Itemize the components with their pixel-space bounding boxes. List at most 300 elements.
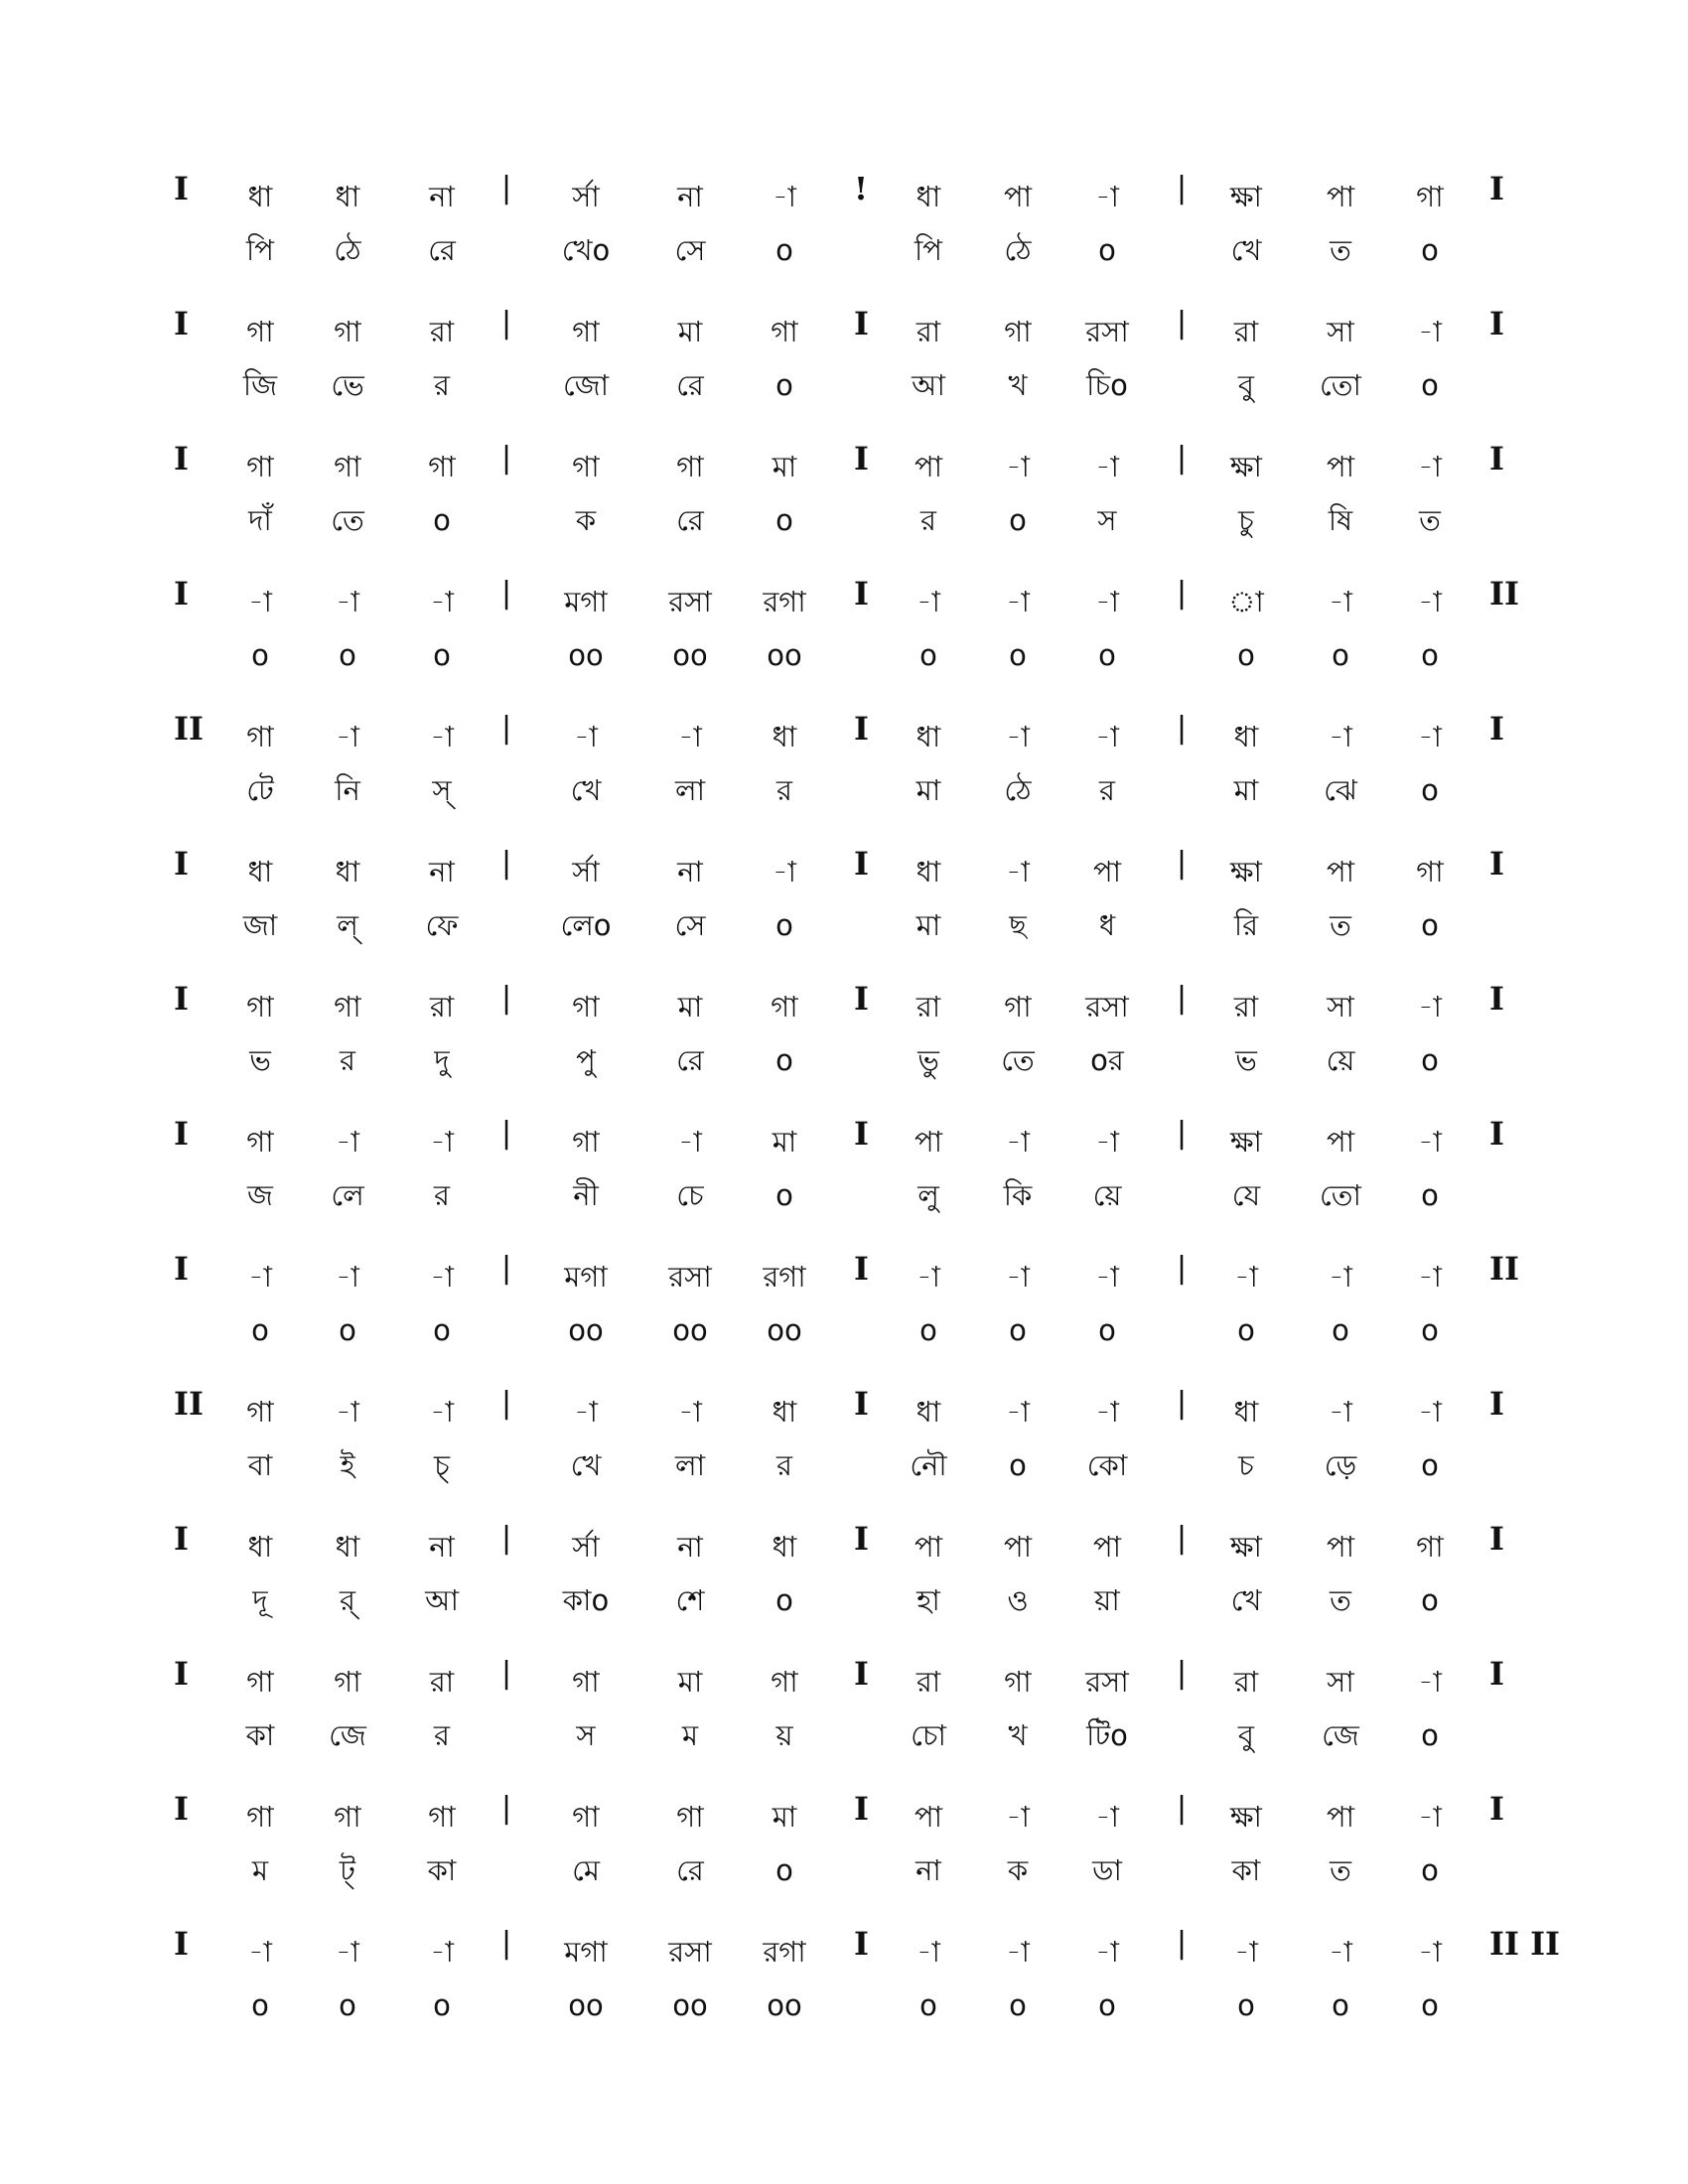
lyric-syllable: নি <box>335 773 360 807</box>
lyric-syllable: o <box>433 503 451 537</box>
lyric-syllable: o <box>1421 1718 1439 1752</box>
lyric-syllable: o <box>1332 638 1349 672</box>
notation-line <box>0 1519 1688 1628</box>
lyric-syllable: খে <box>570 1448 602 1482</box>
swara-note: -া <box>1095 1935 1119 1969</box>
lyric-syllable: পি <box>246 233 274 267</box>
lyric-syllable: চিo <box>1086 368 1128 402</box>
lyric-syllable: র <box>434 1178 450 1212</box>
lyric-syllable: o <box>1098 1988 1116 2022</box>
lyric-syllable: রে <box>428 233 456 267</box>
lyric-syllable: দু <box>434 1043 450 1077</box>
end-barline: I <box>1489 1385 1504 1423</box>
swara-note: গা <box>1004 990 1032 1024</box>
swara-note: গা <box>572 1125 600 1159</box>
lyric-syllable: র <box>776 1448 792 1482</box>
swara-note: পা <box>1003 180 1033 213</box>
swara-note: গা <box>246 1665 274 1699</box>
swara-note: -া <box>1095 585 1119 618</box>
swara-note: রা <box>915 990 941 1024</box>
swara-note: পা <box>914 1800 943 1834</box>
swara-note: গা <box>1416 1530 1444 1564</box>
swara-note: ক্ষা <box>1230 450 1262 483</box>
swara-note: মা <box>677 1665 703 1699</box>
lyric-syllable: ড়ে <box>1324 1448 1357 1482</box>
lyric-syllable: o <box>251 1988 269 2022</box>
swara-note: না <box>429 855 455 888</box>
lyric-syllable: o <box>1421 773 1439 807</box>
notation-line <box>0 574 1688 683</box>
swara-note: -া <box>1006 1935 1030 1969</box>
swara-note: গা <box>428 450 456 483</box>
lyric-syllable: য় <box>775 1718 793 1752</box>
lyric-syllable: চ <box>1238 1448 1254 1482</box>
swara-note: -া <box>336 720 359 753</box>
swara-note: -া <box>1095 1260 1119 1294</box>
lyric-syllable: র <box>920 503 936 537</box>
swara-note: গা <box>246 1395 274 1429</box>
swara-note: সা <box>1327 1665 1354 1699</box>
lyric-syllable: বা <box>247 1448 273 1482</box>
lyric-syllable: o <box>1098 1313 1116 1347</box>
lyric-syllable: রে <box>676 503 704 537</box>
lyric-syllable: বু <box>1237 368 1255 402</box>
lyric-syllable: হা <box>916 1583 940 1617</box>
swara-note: মা <box>677 315 703 348</box>
barline: I <box>854 1115 869 1153</box>
barline: | <box>501 981 512 1016</box>
lyric-syllable: মা <box>1233 773 1259 807</box>
lyric-syllable: ডা <box>1092 1853 1122 1887</box>
lyric-syllable: o <box>1098 233 1116 267</box>
swara-note: -া <box>1006 720 1030 753</box>
lyric-syllable: ষি <box>1328 503 1353 537</box>
swara-note: র্সা <box>572 855 600 888</box>
swara-note: -া <box>1418 585 1442 618</box>
swara-note: গা <box>334 1800 361 1834</box>
lyric-syllable: রে <box>676 1043 704 1077</box>
swara-note: -া <box>1418 1395 1442 1429</box>
lyric-syllable: খ <box>1008 368 1028 402</box>
swara-note: গা <box>246 1125 274 1159</box>
lyric-syllable: ত <box>1330 233 1351 267</box>
lyric-syllable: ল্ <box>337 908 358 942</box>
lyric-syllable: ম <box>681 1718 699 1752</box>
lyric-syllable: oo <box>767 638 802 672</box>
lyric-syllable: য়া <box>1094 1583 1120 1617</box>
barline: | <box>501 171 512 205</box>
swara-note: গা <box>334 450 361 483</box>
swara-note: -া <box>430 1260 454 1294</box>
swara-note: -া <box>430 585 454 618</box>
start-barline: I <box>174 1655 189 1693</box>
swara-note: -া <box>678 1395 702 1429</box>
swara-note: -া <box>1418 1665 1442 1699</box>
lyric-syllable: মা <box>915 773 941 807</box>
swara-note: পা <box>1092 855 1122 888</box>
swara-note: র্সা <box>572 180 600 213</box>
lyric-syllable: রি <box>1233 908 1259 942</box>
swara-note: রা <box>429 990 455 1024</box>
lyric-syllable: জা <box>242 908 278 942</box>
swara-note: -া <box>336 1125 359 1159</box>
lyric-syllable: o <box>775 908 793 942</box>
swara-note: -া <box>1418 315 1442 348</box>
barline: I <box>854 710 869 748</box>
lyric-syllable: o <box>1009 1448 1027 1482</box>
swara-note: গা <box>246 990 274 1024</box>
swara-note: রগা <box>763 1260 806 1294</box>
lyric-syllable: র <box>434 368 450 402</box>
swara-note: -া <box>1418 1260 1442 1294</box>
swara-note: -া <box>1095 1800 1119 1834</box>
swara-note: পা <box>1092 1530 1122 1564</box>
lyric-syllable: o <box>1009 1988 1027 2022</box>
swara-note: ধা <box>772 1395 797 1429</box>
swara-note: -া <box>574 1395 598 1429</box>
swara-note: গা <box>572 315 600 348</box>
lyric-syllable: o <box>1009 1313 1027 1347</box>
swara-note: রা <box>1233 1665 1259 1699</box>
swara-note: -া <box>1006 855 1030 888</box>
notation-line <box>0 1249 1688 1358</box>
lyric-syllable: রে <box>676 368 704 402</box>
swara-note: পা <box>1003 1530 1033 1564</box>
barline: | <box>501 1926 512 1961</box>
swara-note: রা <box>915 315 941 348</box>
end-barline: II II <box>1489 1925 1561 1963</box>
lyric-syllable: খে <box>1230 1583 1262 1617</box>
barline: | <box>501 1521 512 1556</box>
end-barline: I <box>1489 845 1504 883</box>
swara-note: -া <box>336 1260 359 1294</box>
lyric-syllable: খে <box>570 773 602 807</box>
swara-note: -া <box>1418 450 1442 483</box>
swara-note: মা <box>772 450 797 483</box>
barline: | <box>1177 1926 1188 1961</box>
lyric-syllable: ঠে <box>1004 233 1032 267</box>
swara-note: পা <box>1326 180 1355 213</box>
lyric-syllable: o <box>433 638 451 672</box>
swara-note: ধা <box>247 180 273 213</box>
lyric-syllable: স <box>576 1718 596 1752</box>
end-barline: I <box>1489 1115 1504 1153</box>
swara-note: পা <box>1326 1800 1355 1834</box>
swara-note: -া <box>1418 720 1442 753</box>
lyric-syllable: o <box>339 1988 356 2022</box>
notation-line <box>0 169 1688 278</box>
swara-note: রা <box>429 1665 455 1699</box>
lyric-syllable: o <box>919 638 937 672</box>
swara-note: পা <box>1326 1125 1355 1159</box>
lyric-syllable: নৌ <box>910 1448 947 1482</box>
lyric-syllable: ধ <box>1098 908 1116 942</box>
swara-note: ধা <box>915 1395 941 1429</box>
notation-line <box>0 709 1688 818</box>
barline: I <box>854 980 869 1018</box>
swara-note: গা <box>771 1665 798 1699</box>
lyric-syllable: ঠে <box>334 233 361 267</box>
notation-line <box>0 979 1688 1088</box>
lyric-syllable: oo <box>568 638 604 672</box>
swara-note: -া <box>1006 1260 1030 1294</box>
swara-note: -া <box>574 720 598 753</box>
lyric-syllable: oo <box>672 1988 708 2022</box>
swara-note: গা <box>246 450 274 483</box>
lyric-syllable: জি <box>242 368 278 402</box>
start-barline: I <box>174 1790 189 1828</box>
swara-note: -া <box>1234 1935 1258 1969</box>
notation-line <box>0 844 1688 953</box>
notation-line <box>0 304 1688 413</box>
lyric-syllable: রে <box>676 1853 704 1887</box>
swara-note: র্সা <box>572 1530 600 1564</box>
swara-note: রা <box>429 315 455 348</box>
lyric-syllable: oo <box>672 1313 708 1347</box>
swara-note: মা <box>677 990 703 1024</box>
swara-note: -া <box>773 180 796 213</box>
lyric-syllable: oo <box>568 1988 604 2022</box>
swara-note: পা <box>1326 450 1355 483</box>
lyric-syllable: o <box>1009 503 1027 537</box>
lyric-syllable: o <box>1009 638 1027 672</box>
barline: I <box>854 440 869 478</box>
swara-note: গা <box>246 315 274 348</box>
swara-note: -া <box>1329 720 1352 753</box>
swara-note: -া <box>1006 1125 1030 1159</box>
swara-note: -া <box>1329 1935 1352 1969</box>
lyric-syllable: o <box>775 1043 793 1077</box>
end-barline: I <box>1489 1790 1504 1828</box>
swara-note: রা <box>1233 990 1259 1024</box>
barline: | <box>1177 1116 1188 1151</box>
end-barline: I <box>1489 980 1504 1018</box>
swara-note: -া <box>1418 990 1442 1024</box>
swara-note: সা <box>1327 990 1354 1024</box>
lyric-syllable: তো <box>1320 368 1361 402</box>
lyric-syllable: র <box>434 1718 450 1752</box>
start-barline: I <box>174 440 189 478</box>
lyric-syllable: যে <box>1231 1178 1261 1212</box>
swara-note: গা <box>572 450 600 483</box>
lyric-syllable: oo <box>568 1313 604 1347</box>
lyric-syllable: স্ <box>432 773 452 807</box>
lyric-syllable: ভ <box>249 1043 271 1077</box>
barline: I <box>854 1520 869 1558</box>
swara-note: মা <box>772 1125 797 1159</box>
lyric-syllable: o <box>919 1988 937 2022</box>
lyric-syllable: o <box>1237 1988 1255 2022</box>
swara-note: রগা <box>763 585 806 618</box>
barline: | <box>1177 1791 1188 1826</box>
lyric-syllable: ভু <box>917 1043 939 1077</box>
barline: I <box>854 1925 869 1963</box>
swara-note: -া <box>430 1935 454 1969</box>
swara-note: -া <box>1095 180 1119 213</box>
swara-note: পা <box>914 1125 943 1159</box>
swara-note: না <box>429 1530 455 1564</box>
barline: | <box>1177 1656 1188 1691</box>
lyric-syllable: তো <box>1320 1178 1361 1212</box>
swara-note: রসা <box>1085 315 1129 348</box>
notation-line <box>0 1924 1688 2033</box>
lyric-syllable: র <box>1099 773 1115 807</box>
lyric-syllable: oo <box>767 1988 802 2022</box>
swara-note: পা <box>914 1530 943 1564</box>
swara-note: পা <box>1326 1530 1355 1564</box>
swara-note: -া <box>1329 1395 1352 1429</box>
barline: I <box>854 1250 869 1288</box>
lyric-syllable: কি <box>1003 1178 1033 1212</box>
barline: I <box>854 305 869 342</box>
lyric-syllable: লা <box>674 1448 706 1482</box>
swara-note: রা <box>1233 315 1259 348</box>
barline: | <box>501 1116 512 1151</box>
lyric-syllable: ক <box>575 503 597 537</box>
lyric-syllable: বু <box>1237 1718 1255 1752</box>
lyric-syllable: o <box>1421 1583 1439 1617</box>
swara-note: না <box>677 855 703 888</box>
lyric-syllable: কা <box>1231 1853 1261 1887</box>
lyric-syllable: ঝে <box>1324 773 1357 807</box>
lyric-syllable: o <box>1421 1043 1439 1077</box>
barline: | <box>1177 1521 1188 1556</box>
swara-note: গা <box>334 315 361 348</box>
lyric-syllable: o <box>1421 1448 1439 1482</box>
swara-note: গা <box>428 1800 456 1834</box>
swara-note: -া <box>1418 1125 1442 1159</box>
lyric-syllable: মে <box>572 1853 600 1887</box>
swara-note: ধা <box>1233 720 1259 753</box>
lyric-syllable: সে <box>674 233 706 267</box>
barline: I <box>854 1790 869 1828</box>
start-barline: I <box>174 1115 189 1153</box>
swara-note: -া <box>916 585 940 618</box>
lyric-syllable: তে <box>1001 1043 1035 1077</box>
lyric-syllable: টিo <box>1086 1718 1128 1752</box>
swara-note: না <box>677 180 703 213</box>
lyric-syllable: খ <box>1008 1718 1028 1752</box>
barline: | <box>501 1791 512 1826</box>
swara-note: -া <box>248 1935 272 1969</box>
notation-line <box>0 1789 1688 1898</box>
swara-note: -া <box>916 1260 940 1294</box>
swara-note: গা <box>676 1800 704 1834</box>
swara-note: -া <box>1095 1395 1119 1429</box>
swara-note: গা <box>334 990 361 1024</box>
swara-note: -া <box>1418 1935 1442 1969</box>
barline: | <box>1177 171 1188 205</box>
lyric-syllable: ছ <box>1009 908 1027 942</box>
lyric-syllable: o <box>919 1313 937 1347</box>
lyric-syllable: কাo <box>562 1583 610 1617</box>
lyric-syllable: o <box>433 1988 451 2022</box>
swara-note: গা <box>771 315 798 348</box>
swara-note: গা <box>1416 855 1444 888</box>
swara-note: -া <box>248 1260 272 1294</box>
lyric-syllable: o <box>1421 1988 1439 2022</box>
lyric-syllable: oo <box>767 1313 802 1347</box>
lyric-syllable: o <box>1098 638 1116 672</box>
swara-note: গা <box>572 1800 600 1834</box>
lyric-syllable: লেo <box>560 908 612 942</box>
lyric-syllable: ত <box>1330 1583 1351 1617</box>
swara-note: ক্ষা <box>1230 1125 1262 1159</box>
lyric-syllable: আ <box>912 368 945 402</box>
barline: | <box>1177 1386 1188 1421</box>
swara-note: না <box>677 1530 703 1564</box>
lyric-syllable: o <box>1332 1988 1349 2022</box>
barline: | <box>1177 981 1188 1016</box>
lyric-syllable: নী <box>573 1178 599 1212</box>
swara-note: ক্ষা <box>1230 1530 1262 1564</box>
start-barline: I <box>174 1925 189 1963</box>
barline: | <box>1177 576 1188 611</box>
lyric-syllable: সে <box>674 908 706 942</box>
lyric-syllable: দূ <box>252 1583 268 1617</box>
lyric-syllable: o <box>1421 908 1439 942</box>
swara-note: ধা <box>335 855 360 888</box>
swara-note: গা <box>1416 180 1444 213</box>
lyric-syllable: চু <box>1238 503 1254 537</box>
swara-note: গা <box>1004 315 1032 348</box>
end-barline: I <box>1489 440 1504 478</box>
swara-note: -া <box>773 855 796 888</box>
swara-note: রগা <box>763 1935 806 1969</box>
lyric-syllable: ই <box>340 1448 355 1482</box>
lyric-syllable: তে <box>331 503 364 537</box>
barline: | <box>1177 441 1188 476</box>
lyric-syllable: খে <box>1230 233 1262 267</box>
swara-note: -া <box>336 1935 359 1969</box>
swara-note: গা <box>246 720 274 753</box>
start-barline: I <box>174 980 189 1018</box>
swara-note: গা <box>771 990 798 1024</box>
lyric-syllable: কো <box>1086 1448 1128 1482</box>
swara-note: -া <box>1234 1260 1258 1294</box>
lyric-syllable: o <box>1421 1853 1439 1887</box>
swara-note: -া <box>1006 1800 1030 1834</box>
swara-note: -া <box>1418 1800 1442 1834</box>
lyric-syllable: টে <box>246 773 274 807</box>
swara-note: ধা <box>915 180 941 213</box>
end-barline: I <box>1489 710 1504 748</box>
start-barline: I <box>174 1520 189 1558</box>
lyric-syllable: o <box>1237 1313 1255 1347</box>
end-barline: I <box>1489 170 1504 207</box>
swara-note: রসা <box>1085 1665 1129 1699</box>
barline: | <box>1177 846 1188 881</box>
barline: | <box>501 1251 512 1286</box>
barline: I <box>854 845 869 883</box>
swara-note: রসা <box>668 1260 712 1294</box>
lyric-syllable: ক <box>1007 1853 1029 1887</box>
lyric-syllable: o <box>1421 233 1439 267</box>
lyric-syllable: ফে <box>425 908 459 942</box>
swara-note: রসা <box>668 1935 712 1969</box>
lyric-syllable: o <box>1421 1313 1439 1347</box>
lyric-syllable: ভে <box>331 368 364 402</box>
notation-line <box>0 1114 1688 1223</box>
swara-note: -া <box>1006 585 1030 618</box>
swara-note: রসা <box>668 585 712 618</box>
lyric-syllable: জে <box>1322 1718 1359 1752</box>
barline: ! <box>854 170 869 207</box>
lyric-syllable: লে <box>331 1178 364 1212</box>
swara-note: -া <box>1006 1395 1030 1429</box>
barline: I <box>854 1385 869 1423</box>
lyric-syllable: o <box>339 638 356 672</box>
